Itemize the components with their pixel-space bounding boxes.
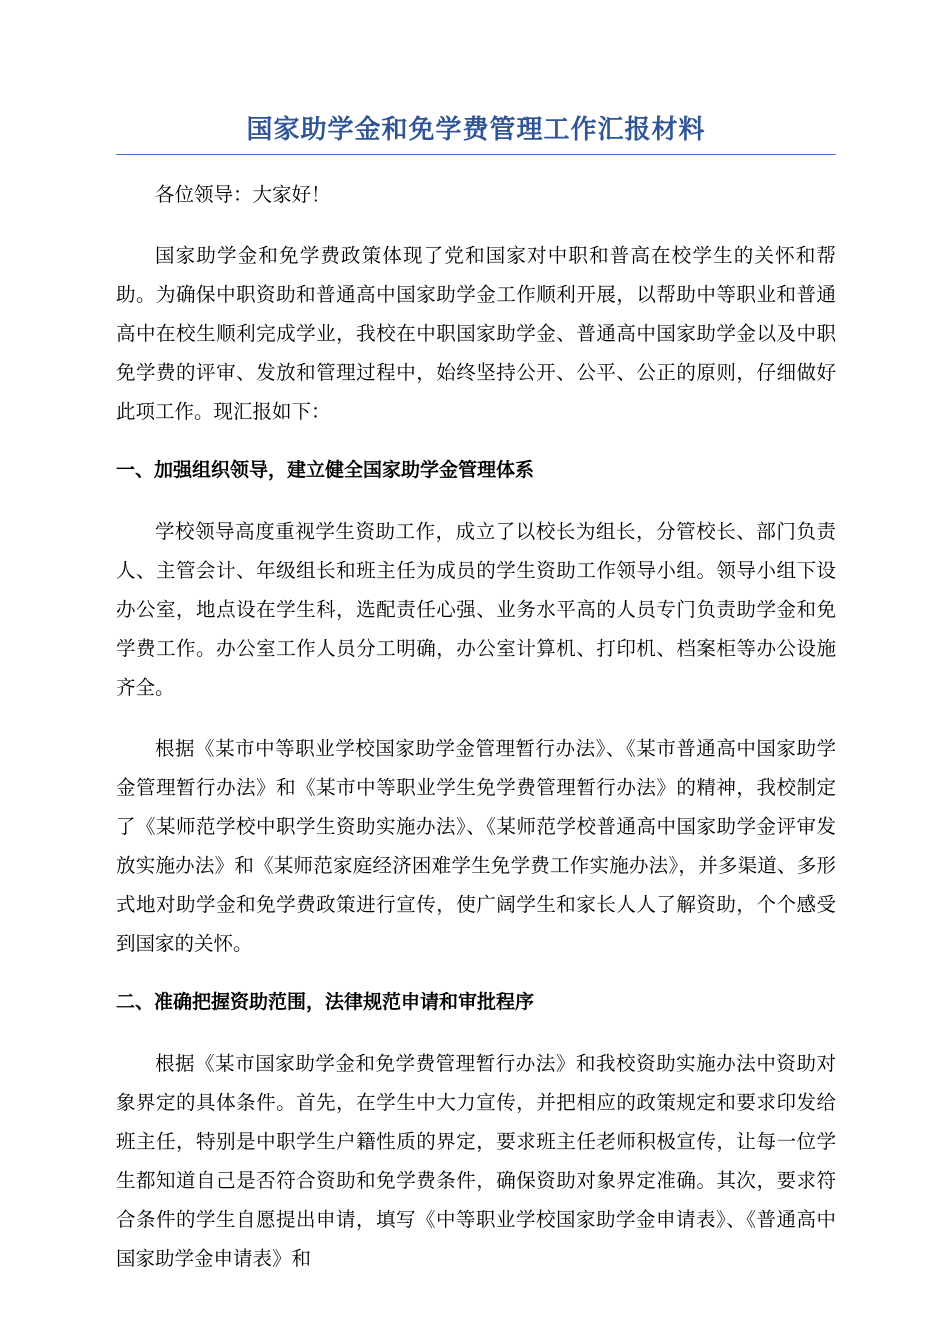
section-heading-2: 二、准确把握资助范围，法律规范申请和审批程序 — [116, 991, 535, 1013]
document-page — [116, 110, 836, 1278]
intro-paragraph: 国家助学金和免学费政策体现了党和国家对中职和普高在校学生的关怀和帮助。为确保中职资助和普通高中国家助学金工作顺利开展，以帮助中等职业和普通高中在校生顺利完成学业，我校在中职国家助学金、普通高中国家助学金以及中职免学费的评审、发放和管理过程中，始终坚持公开、公平、公正的原则，仔细做好此项工作。现汇报如下： — [116, 244, 836, 423]
section-heading-1: 一、加强组织领导，建立健全国家助学金管理体系 — [116, 459, 535, 481]
greeting-paragraph: 各位领导：大家好！ — [155, 183, 331, 206]
section2-paragraph-1: 根据《某市国家助学金和免学费管理暂行办法》和我校资助实施办法中资助对象界定的具体条件。首先，在学生中大力宣传，并把相应的政策规定和要求印发给班主任，特别是中职学生户籍性质的界定，要求班主任老师积极宣传，让每一位学生都知道自己是否符合资助和免学费条件，确保资助对象界定准确。其次，要求符合条件的学生自愿提出申请，填写《中等职业学校国家助学金申请表》、《普通高中国家助学金申请表》和 — [116, 1052, 836, 1270]
section1-paragraph-1: 学校领导高度重视学生资助工作，成立了以校长为组长，分管校长、部门负责人、主管会计、年级组长和班主任为成员的学生资助工作领导小组。领导小组下设办公室，地点设在学生科，选配责任心强、业务水平高的人员专门负责助学金和免学费工作。办公室工作人员分工明确，办公室计算机、打印机、档案柜等办公设施齐全。 — [116, 520, 836, 699]
section1-paragraph-2: 根据《某市中等职业学校国家助学金管理暂行办法》、《某市普通高中国家助学金管理暂行办法》和《某市中等职业学生免学费管理暂行办法》的精神，我校制定了《某师范学校中职学生资助实施办法》、《某师范学校普通高中国家助学金评审发放实施办法》和《某师范家庭经济困难学生免学费工作实施办法》，并多渠道、多形式地对助学金和免学费政策进行宣传，使广阔学生和家长人人了解资助，个个感受到国家的关怀。 — [116, 737, 836, 955]
document-title: 国家助学金和免学费管理工作汇报材料 — [116, 110, 836, 155]
